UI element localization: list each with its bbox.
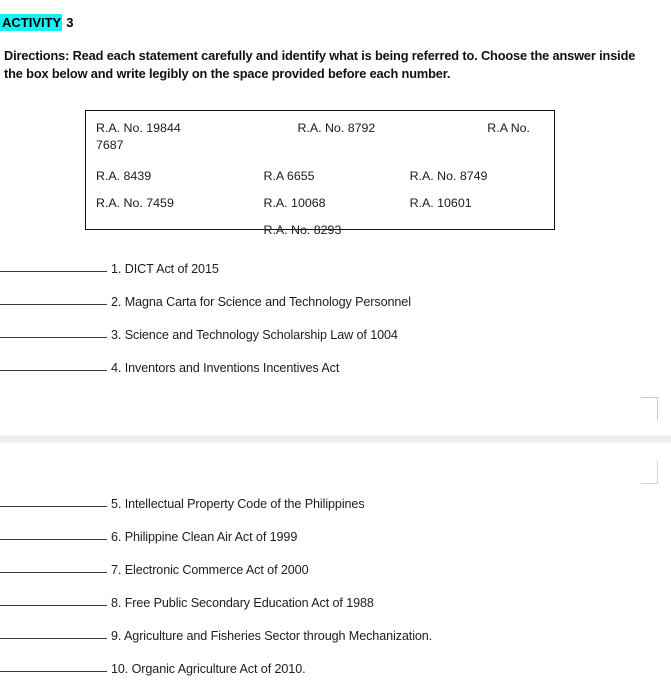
answer-choice-cell: R.A. 10601 [409,196,472,210]
list-item-label: 1. DICT Act of 2015 [111,262,219,276]
answer-blank-line[interactable] [0,660,107,672]
answer-choice-cell: R.A. 8439 [96,169,152,183]
directions-paragraph: Directions: Read each statement carefully and identify what is being referred to. Choose the answer inside the box below and write legibly on the space provided before each number. [4,48,636,81]
list-item-label: 4. Inventors and Inventions Incentives Act [111,361,340,375]
list-item-label: 9. Agriculture and Fisheries Sector through Mechanization. [111,629,433,643]
answer-blank-line[interactable] [0,260,107,272]
list-item [0,495,365,513]
activity-heading [0,14,73,31]
answer-choice-cell: R.A. No. 8792 [297,121,376,135]
activity-number: 3 [66,15,74,30]
answer-box-row [86,120,554,154]
list-item [0,326,398,344]
list-item-label: 6. Philippine Clean Air Act of 1999 [111,530,298,544]
answer-choice-cell: R.A. 10068 [263,196,326,210]
answer-choice-cell: R.A. No. 8293 [263,223,342,237]
list-item [0,594,374,612]
list-item [0,260,219,278]
answer-choice-cell: R.A. No. 7459 [96,196,174,210]
answer-choice-cell: R.A No. [487,121,530,135]
list-item [0,627,432,645]
page-margin-corner-mark [641,397,658,420]
answer-blank-line[interactable] [0,528,107,540]
answer-blank-line[interactable] [0,561,107,573]
document-page-two [0,443,671,688]
list-item [0,561,309,579]
answer-choice-text: R.A. No. 19844 [96,121,181,135]
page-margin-corner-mark [0,397,15,419]
answer-blank-line[interactable] [0,495,107,507]
page-break-divider [0,435,671,443]
answer-choice-cell: R.A 6655 [263,169,315,183]
answer-blank-line[interactable] [0,594,107,606]
answer-blank-line[interactable] [0,359,107,371]
answer-choice-text-wrap: 7687 [96,138,124,152]
activity-label: ACTIVITY [2,15,62,30]
answer-blank-line[interactable] [0,293,107,305]
answer-choice-cell [410,222,544,239]
page-margin-corner-mark [641,461,658,484]
list-item-label: 3. Science and Technology Scholarship Law of 1004 [111,328,398,342]
answer-blank-line[interactable] [0,326,107,338]
answer-box-row [86,222,554,239]
answer-blank-line[interactable] [0,627,107,639]
list-item [0,359,339,377]
answer-box-row [86,168,554,185]
list-item-label: 8. Free Public Secondary Education Act of 1988 [111,596,374,610]
list-item [0,293,411,311]
list-item-label: 2. Magna Carta for Science and Technology Personnel [111,295,411,309]
list-item-label: 5. Intellectual Property Code of the Philippines [111,497,365,511]
list-item-label: 7. Electronic Commerce Act of 2000 [111,563,309,577]
answer-choice-cell [96,222,264,239]
page-margin-corner-mark [0,466,15,488]
list-item [0,660,306,678]
answer-choice-cell [96,120,263,154]
list-item [0,528,297,546]
answer-choice-cell: R.A. No. 8749 [409,169,488,183]
answer-box-row [86,195,554,212]
answer-choices-box [85,110,555,237]
list-item-label: 10. Organic Agriculture Act of 2010. [111,662,306,676]
